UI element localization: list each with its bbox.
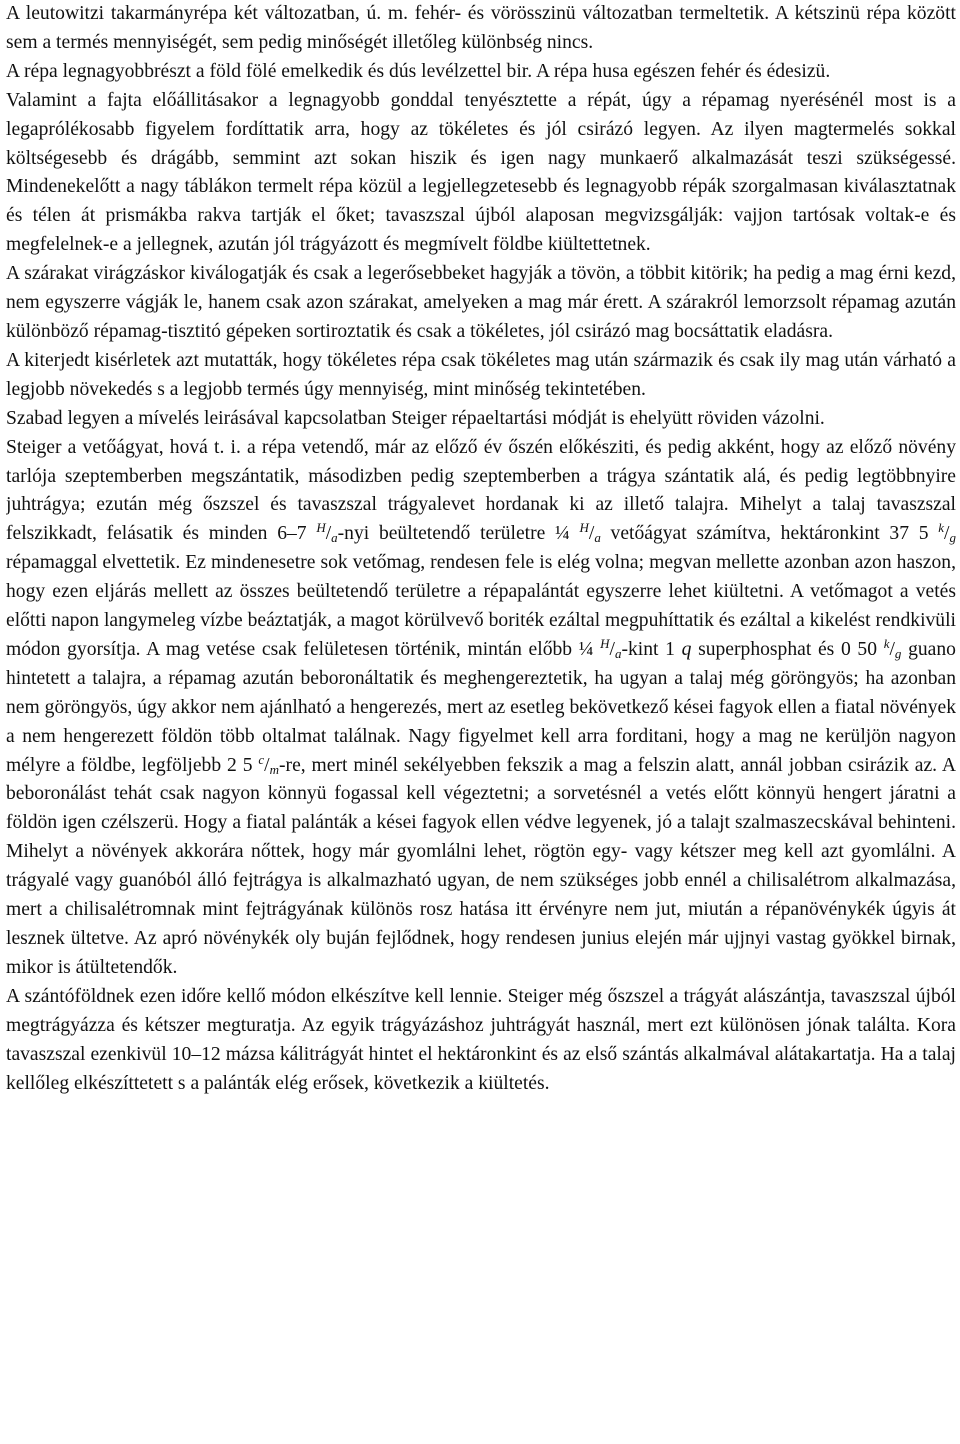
paragraph bbox=[6, 434, 956, 983]
unit-denominator: a bbox=[331, 530, 338, 546]
text-run: A répa legnagyobbrészt a föld fölé emelkedik és dús levélzettel bir. A répa husa egészen fehér és édesizü. bbox=[6, 60, 831, 82]
document-page bbox=[6, 0, 956, 1444]
unit-slash: / bbox=[944, 523, 950, 545]
unit-slash: / bbox=[325, 523, 332, 545]
unit-fraction bbox=[579, 520, 601, 546]
text-run: -re, mert minél sekélyebben fekszik a mag a felszin alatt, annál jobban csirázik az. A beboronálást tehát csak nagyon könnyü fogassal kell végeztetni; a sorvetésnél a vetés előtt könnyü hengert járatni a földön igen czélszerü. Hogy a fiatal palánták a kései fagyok ellen védve legyenek, jó a talajt szalmaszecskával behinteni. Mihelyt a növények akkorára nőttek, hogy már gyomlálni lehet, rögtön egy- vagy kétszer meg kell azt gyomlálni. A trágyalé vagy guanóból álló fejtrágya is alkalmazható ugyan, de nem szükséges jobb ennél a chilisalétrom alkalmazása, mert a chilisalétromnak mint fejtrágyának különös rosz hatása itt érvényre nem jut, miután a répanövénykék úgyis át lesznek ültetve. Az apró növénykék oly buján fejlődnek, hogy rendesen junius elején már ujjnyi vastag gyökkel birnak, mikor is átültetendők. bbox=[6, 754, 956, 978]
text-run: -nyi beültetendő területre ¼ bbox=[337, 523, 580, 545]
text-run: vetőágyat számítva, hektáronkint 37 5 bbox=[600, 523, 939, 545]
unit-slash: / bbox=[889, 638, 895, 660]
paragraph bbox=[6, 347, 956, 405]
unit-fraction bbox=[938, 520, 956, 546]
unit-denominator: g bbox=[949, 530, 956, 546]
paragraph bbox=[6, 983, 956, 1099]
unit-fraction bbox=[258, 751, 280, 777]
unit-numerator: H bbox=[316, 520, 326, 536]
unit-fraction bbox=[883, 635, 902, 661]
paragraph bbox=[6, 87, 956, 260]
text-run: superphosphat és 0 50 bbox=[691, 638, 884, 660]
unit-symbol: q bbox=[681, 638, 692, 660]
paragraph bbox=[6, 0, 956, 58]
paragraph bbox=[6, 58, 956, 87]
unit-denominator: a bbox=[614, 645, 622, 661]
text-run: guano hintetett a talajra, a répamag azután beboronáltatik és meghengereztetik, ha ugyan a talaj még göröngyös; ha azonban nem göröngyös, úgy akkor nem ajánlható a hengerezés, mert az esetleg bekövetkező kései fagyok ellen a fiatal növények a nem hengerezett földön több oltalmat találnak. Nagy figyelmet kell arra forditani, hogy a mag ne kerüljön nagyon mélyre a földbe, legföljebb 2 5 bbox=[6, 638, 956, 776]
text-run: répamaggal elvettetik. Ez mindenesetre sok vetőmag, rendesen fele is elég volna; megvan mellette azonban azon haszon, hogy ezen eljárás mellett az összes beültetendő területre a répapalántát egyszerre lehet kiültetni. A vetőmagot a vetés előtti napon langymeleg vízbe beáztatják, a magot körülvevő boriték ezáltal megpuhíttatik és ezáltal a kikelést rendkivüli módon gyorsítja. A mag vetése csak felületesen történik, mintán előbb ¼ bbox=[6, 552, 956, 660]
unit-numerator: c bbox=[258, 751, 265, 767]
text-run: Valamint a fajta előállitásakor a legnagyobb gonddal tenyésztette a répát, úgy a répamag nyerésénél most is a legaprólékosabb figyelem fordíttatik arra, hogy az tökéletes és jól csirázó legyen. Az ilyen magtermelés sokkal költségesebb és drágább, semmint azt sokan hiszik és igen nagy munkaerő alkalmazását teszi szükségessé. Mindenekelőtt a nagy táblákon termelt répa közül a legjellegzetesebb és legnagyobb répák szorgalmasan kiválasztatnak és télen át prismákba rakva tartják el őket; tavaszszal újból alaposan megvizsgálják: vajjon tartósak voltak-e és megfelelnek-e a jellegnek, azután jól trágyázott és megmívelt földbe kiültettetnek. bbox=[6, 89, 956, 256]
paragraph bbox=[6, 260, 956, 347]
text-run: A kiterjedt kisérletek azt mutatták, hogy tökéletes répa csak tökéletes mag után származik és csak ily mag után várható a legjobb növekedés s a legjobb termés úgy mennyiség, mint minőség tekintetében. bbox=[6, 349, 956, 400]
unit-denominator: a bbox=[594, 530, 601, 546]
text-run: A leutowitzi takarmányrépa két változatban, ú. m. fehér- és vörösszinü változatban termeltetik. A kétszinü répa között sem a termés mennyiségét, sem pedig minőségét illetőleg különbség nincs. bbox=[6, 3, 956, 53]
unit-fraction bbox=[600, 635, 622, 661]
text-run: -kint 1 bbox=[621, 638, 682, 660]
text-run: A szántóföldnek ezen időre kellő módon elkészítve kell lennie. Steiger még őszszel a trágyát alászántja, tavaszszal újból megtrágyázza és kétszer megturatja. Az egyik trágyázáshoz juhtrágyát használ, mert ezt különösen jónak találta. Kora tavaszszal ezenkivül 10–12 mázsa kálitrágyát hintet el hektáronkint és az első szántás alkalmával alátakartatja. Ha a talaj kellőleg elkészíttetett s a palánták elég erősek, következik a kiültetés. bbox=[6, 985, 956, 1094]
text-run: Steiger a vetőágyat, hová t. i. a répa vetendő, már az előző év őszén előkésziti, és pedig akként, hogy az előző növény tarlója szeptemberben megszántatik, másodizben pedig szeptemberben a trágya szántatik alá, és pedig legtöbbnyire juhtrágya; ezután még őszszel és tavaszszal trágyalevet hordanak ki az illető talajra. Mihelyt a talaj tavaszszal felszikkadt, felásatik és minden 6–7 bbox=[6, 436, 956, 545]
unit-numerator: k bbox=[883, 635, 890, 651]
unit-denominator: g bbox=[894, 645, 902, 661]
unit-numerator: k bbox=[938, 520, 945, 536]
unit-denominator: m bbox=[269, 761, 280, 777]
text-run: A szárakat virágzáskor kiválogatják és csak a legerősebbeket hagyják a tövön, a többit kitörik; ha pedig a mag érni kezd, nem egyszerre vágják le, hanem csak azon szárakat, amelyeken a mag már érett. A szárakról lemorzsolt répamag azután különböző répamag-tisztitó gépeken sortiroztatik és csak a tökéletes, jól csirázó mag bocsáttatik eladásra. bbox=[6, 263, 956, 342]
unit-fraction bbox=[316, 520, 338, 546]
unit-numerator: H bbox=[600, 635, 610, 651]
unit-numerator: H bbox=[579, 520, 589, 536]
paragraph bbox=[6, 405, 956, 434]
unit-slash: / bbox=[264, 754, 270, 776]
unit-slash: / bbox=[588, 523, 595, 545]
text-run: Szabad legyen a mívelés leirásával kapcsolatban Steiger répaeltartási módját is ehelyütt röviden vázolni. bbox=[6, 407, 825, 429]
unit-slash: / bbox=[609, 638, 615, 660]
